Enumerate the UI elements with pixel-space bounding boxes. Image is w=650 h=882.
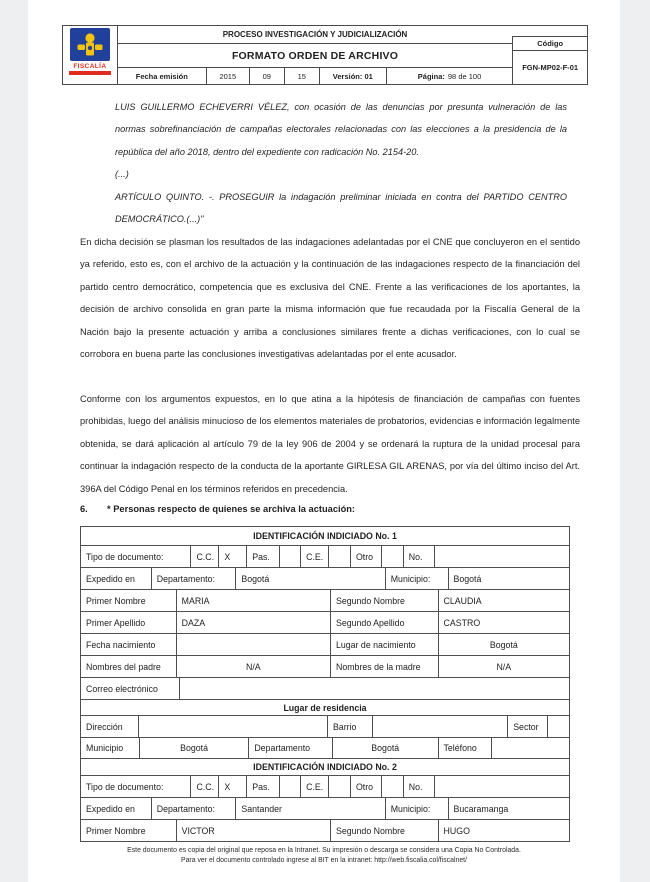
codigo-box <box>512 36 587 84</box>
ce-label-2: C.E. <box>300 776 328 797</box>
municipio-label: Municipio: <box>385 568 448 589</box>
body-paragraph-1: En dicha decisión se plasman los resultados de las indagaciones adelantadas por el CNE que concluyeron en el sentido ya referido, esto es, con el archivo de la actuación y la continuación de las indagaciones respecto de la financiación del partido centro democrático, competencia que es exclusiva del CNE. Frente a las verificaciones de los aportantes, la decisión de archivo consolida en gran parte la misma información que fue recaudada por la Fiscalía General de la Nación bajo la presente actuación y arriba a conclusiones similares frente a dichas verificaciones, con lo cual se corrobora en buena parte las conclusiones investigativas adelantadas por el ente acusador. <box>80 237 580 360</box>
fiscalia-logo-icon <box>70 28 110 61</box>
indiciado1-nombres-row <box>81 589 569 611</box>
direccion-value <box>138 716 327 737</box>
telefono-value <box>491 738 569 758</box>
departamento-label: Departamento: <box>151 568 236 589</box>
otro-label-2: Otro <box>350 776 381 797</box>
codigo-label: Código <box>513 37 587 51</box>
segundo-nombre-value-2: HUGO <box>438 820 569 841</box>
indiciado1-correo-row <box>81 677 569 699</box>
no-label-2: No. <box>403 776 434 797</box>
indiciado1-title: IDENTIFICACIÓN INDICIADO No. 1 <box>253 531 397 541</box>
tipo-documento-label-2: Tipo de documento: <box>86 781 164 792</box>
process-title: PROCESO INVESTIGACIÓN Y JUDICIALIZACIÓN <box>118 26 512 44</box>
departamento-value: Bogotá <box>235 568 384 589</box>
cc-checkbox-2: X <box>218 776 246 797</box>
indiciado2-nombres-row <box>81 819 569 841</box>
sector-label: Sector <box>507 716 547 737</box>
indiciado1-padres-row <box>81 655 569 677</box>
correo-label: Correo electrónico <box>86 683 158 694</box>
body-paragraph-2: Conforme con los argumentos expuestos, en lo que atina a la hipótesis de financiación de campañas con fuentes prohibidas, luego del análisis minucioso de los elementos materiales de probatorios, evidencias e información legalmente obtenida, se dará aplicación al artículo 79 de la ley 906 de 2004 y se ordenará la ruptura de la unidad procesal para continuar la indagación respecto de la conducta de la aportante GIRLESA GIL ARENAS, por vía del último inciso del Art. 396A del Código Penal en los términos referidos en precedencia. <box>80 394 580 494</box>
fiscalia-logo <box>63 26 118 84</box>
pagina-value: 98 de 100 <box>447 71 482 81</box>
lugar-nacimiento-value: Bogotá <box>438 634 569 655</box>
identification-table <box>80 526 570 842</box>
pas-checkbox <box>279 546 300 567</box>
section-6-heading <box>80 504 355 514</box>
segundo-apellido-label: Segundo Apellido <box>330 612 438 633</box>
footer-line-1: Este documento es copia del original que reposa en la Intranet. Su impresión o descarga se considera una Copia No Controlada. <box>127 847 521 854</box>
primer-nombre-label-2: Primer Nombre <box>86 825 146 836</box>
nombres-padre-value: N/A <box>176 656 330 677</box>
indiciado1-apellidos-row <box>81 611 569 633</box>
quoted-resolution-block <box>115 96 567 230</box>
otro-checkbox-2 <box>381 776 403 797</box>
otro-label: Otro <box>350 546 381 567</box>
residencia-departamento-value: Bogotá <box>332 738 438 758</box>
barrio-label: Barrio <box>327 716 372 737</box>
indiciado1-nacimiento-row <box>81 633 569 655</box>
expedido-label: Expedido en <box>86 573 135 584</box>
no-label: No. <box>403 546 434 567</box>
header-center <box>118 26 512 84</box>
footer-line-2: Para ver el documento controlado ingrese al BIT en la intranet: http://web.fiscalia.col/fiscalnet/ <box>181 857 467 864</box>
nombres-padre-label: Nombres del padre <box>86 661 161 672</box>
indiciado1-expedido-row <box>81 567 569 589</box>
pas-label-2: Pas. <box>246 776 279 797</box>
fecha-nacimiento-label: Fecha nacimiento <box>86 639 156 650</box>
segundo-nombre-label: Segundo Nombre <box>330 590 438 611</box>
primer-apellido-value: DAZA <box>176 612 330 633</box>
ce-label: C.E. <box>300 546 328 567</box>
departamento-value-2: Santander <box>235 798 384 819</box>
header-meta-row <box>118 68 512 84</box>
correo-value <box>179 678 569 699</box>
fiscalia-logo-bar <box>69 71 111 75</box>
segundo-nombre-label-2: Segundo Nombre <box>330 820 438 841</box>
municipio-value: Bogotá <box>448 568 569 589</box>
pas-label: Pas. <box>246 546 279 567</box>
fecha-emision-day: 15 <box>284 68 319 84</box>
document-page <box>28 0 620 882</box>
no-value <box>434 546 569 567</box>
footer-note <box>28 846 620 866</box>
quote-paragraph-2: ARTÍCULO QUINTO. -. PROSEGUIR la indagación preliminar iniciada en contra del PARTIDO CENTRO DEMOCRÁTICO.(...)" <box>115 191 567 225</box>
version-label: Versión: 01 <box>319 68 386 84</box>
pagina-label: Página: <box>417 71 445 81</box>
section-6-number: 6. <box>80 504 88 514</box>
quote-ellipsis: (...) <box>115 169 129 180</box>
nombres-madre-value: N/A <box>438 656 569 677</box>
segundo-apellido-value: CASTRO <box>438 612 569 633</box>
residencia-direccion-row <box>81 715 569 737</box>
tipo-documento-label: Tipo de documento: <box>86 551 164 562</box>
pas-checkbox-2 <box>279 776 300 797</box>
residencia-municipio-label: Municipio <box>86 743 124 753</box>
direccion-label: Dirección <box>86 721 123 732</box>
residencia-departamento-label: Departamento <box>248 738 332 758</box>
fecha-emision-month: 09 <box>249 68 284 84</box>
fiscalia-logo-text: FISCALÍA <box>73 63 107 70</box>
cc-label: C.C. <box>190 546 218 567</box>
residencia-municipio-value: Bogotá <box>139 738 249 758</box>
header-table <box>62 25 588 85</box>
pagina-cell <box>386 68 512 84</box>
residencia-title: Lugar de residencia <box>283 702 367 713</box>
nombres-madre-label: Nombres de la madre <box>330 656 438 677</box>
barrio-value <box>372 716 507 737</box>
quote-paragraph-1: LUIS GUILLERMO ECHEVERRI VÉLEZ, con ocasión de las denuncias por presunta vulneración de las normas sobrefinanciación de campañas electorales relacionadas con las elecciones a la presidencia de la república del año 2018, dentro del expediente con radicación No. 2154-20. <box>115 102 567 157</box>
ce-checkbox <box>328 546 350 567</box>
otro-checkbox <box>381 546 403 567</box>
primer-nombre-value-2: VICTOR <box>176 820 330 841</box>
header-right <box>512 26 587 84</box>
municipio-value-2: Bucaramanga <box>448 798 569 819</box>
sector-value <box>547 716 569 737</box>
segundo-nombre-value: CLAUDIA <box>438 590 569 611</box>
departamento-label-2: Departamento: <box>151 798 236 819</box>
primer-nombre-label: Primer Nombre <box>86 595 146 606</box>
fecha-nacimiento-value <box>176 634 330 655</box>
primer-apellido-label: Primer Apellido <box>86 617 146 628</box>
no-value-2 <box>434 776 569 797</box>
cc-checkbox: X <box>218 546 246 567</box>
municipio-label-2: Municipio: <box>385 798 448 819</box>
telefono-label: Teléfono <box>438 738 492 758</box>
fecha-emision-label: Fecha emisión <box>135 71 188 81</box>
expedido-label-2: Expedido en <box>86 803 135 814</box>
indiciado2-title: IDENTIFICACIÓN INDICIADO No. 2 <box>253 762 397 772</box>
indiciado1-doc-row <box>81 545 569 567</box>
residencia-municipio-row <box>81 737 569 758</box>
lugar-nacimiento-label: Lugar de nacimiento <box>330 634 438 655</box>
indiciado2-expedido-row <box>81 797 569 819</box>
primer-nombre-value: MARIA <box>176 590 330 611</box>
ce-checkbox-2 <box>328 776 350 797</box>
form-title: FORMATO ORDEN DE ARCHIVO <box>118 44 512 68</box>
codigo-value: FGN-MP02-F-01 <box>522 63 579 72</box>
cc-label-2: C.C. <box>190 776 218 797</box>
fecha-emision-year: 2015 <box>206 68 249 84</box>
section-6-title: * Personas respecto de quienes se archiva la actuación: <box>107 504 356 514</box>
indiciado2-doc-row <box>81 775 569 797</box>
